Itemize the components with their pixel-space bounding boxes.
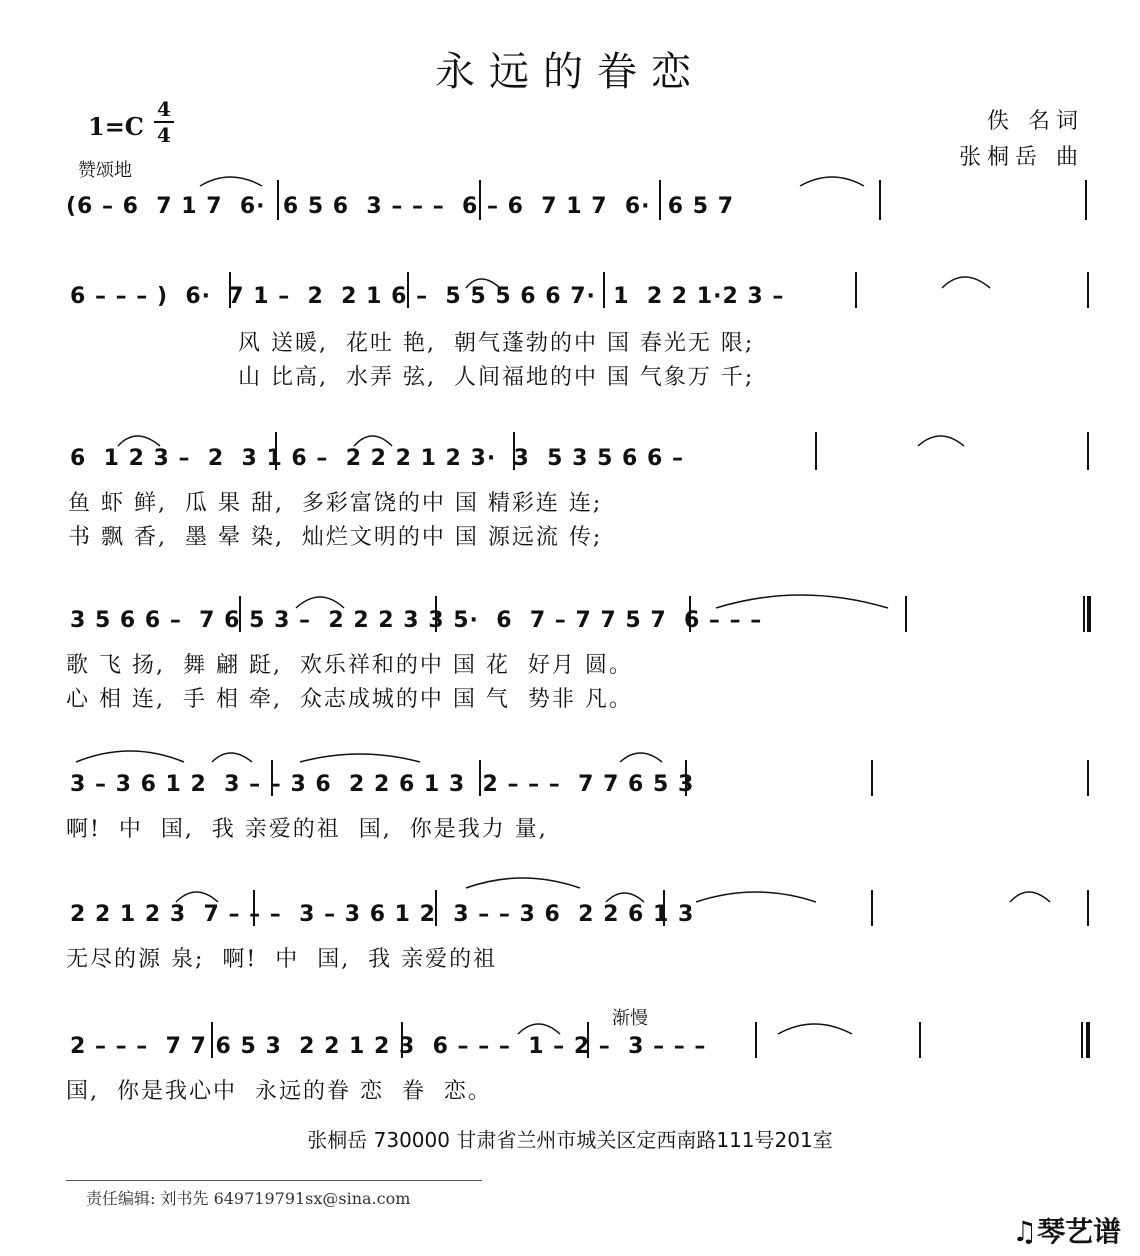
score-row-4: 3 5 6 6 – 7 6 5 3 – 2 2 2 3 3 5· 6 7 – 7 7 5 7 6 – – – [70, 608, 763, 633]
lyrics-row-5: 啊! 中 国, 我 亲爱的祖 国, 你是我力 量, [66, 817, 548, 842]
lyricist-credit: 佚 名词 [987, 109, 1084, 134]
tempo-marking: 赞颂地 [78, 160, 132, 181]
composer-address: 张桐岳 730000 甘肃省兰州市城关区定西南路111号201室 [307, 1128, 833, 1152]
composer-credit: 张桐岳 曲 [959, 145, 1084, 170]
footer-divider [66, 1180, 482, 1181]
logo-text: 琴艺谱 [1037, 1215, 1122, 1248]
lyrics-row-3-verse-1: 鱼 虾 鲜, 瓜 果 甜, 多彩富饶的中 国 精彩连 连; [68, 491, 603, 516]
lyrics-row-2-verse-1: 风 送暖, 花吐 艳, 朝气蓬勃的中 国 春光无 限; [238, 331, 755, 356]
lyrics-row-2-verse-2: 山 比高, 水弄 弦, 人间福地的中 国 气象万 千; [238, 365, 755, 390]
score-row-2: 6 – – – ) 6· 7 1 – 2 2 1 6 – 5 5 5 6 6 7· 1 2 2 1·2 3 – [70, 284, 785, 309]
lyrics-row-3-verse-2: 书 飘 香, 墨 晕 染, 灿烂文明的中 国 源远流 传; [68, 525, 603, 550]
score-row-6: 2 2 1 2 3 7 – – – 3 – 3 6 1 2 3 – – 3 6 2 2 6 1 3 [70, 902, 695, 927]
lyrics-row-4-verse-2: 心 相 连, 手 相 牵, 众志成城的中 国 气 势非 凡。 [66, 687, 633, 712]
key-signature: 1=C [88, 112, 144, 141]
editor-credit: 责任编辑: 刘书先 649719791sx@sina.com [86, 1189, 411, 1208]
logo-icon: ♫ [1012, 1215, 1038, 1248]
time-sig-bottom: 4 [157, 123, 171, 147]
site-logo [1012, 1210, 1121, 1250]
song-title: 永远的眷恋 [435, 49, 705, 95]
score-row-7: 2 – – – 7 7 6 5 3 2 2 1 2 3 6 – – – 1 – 2 – 3 – – – [70, 1034, 707, 1059]
score-row-3: 6 1 2 3 – 2 3 1 6 – 2 2 2 1 2 3· 3 5 3 5 6 6 – [70, 446, 684, 471]
lyrics-row-6: 无尽的源 泉; 啊! 中 国, 我 亲爱的祖 [66, 947, 498, 972]
time-sig-top: 4 [157, 97, 171, 121]
lyrics-row-4-verse-1: 歌 飞 扬, 舞 翩 跹, 欢乐祥和的中 国 花 好月 圆。 [66, 653, 633, 678]
ritardando-marking: 渐慢 [612, 1008, 648, 1029]
score-row-1: (6 – 6 7 1 7 6· 6 5 6 3 – – – 6 – 6 7 1 7 6· 6 5 7 [66, 194, 735, 219]
score-row-5: 3 – 3 6 1 2 3 – – 3 6 2 2 6 1 3 2 – – – 7 7 6 5 3 [70, 772, 695, 797]
lyrics-row-7: 国, 你是我心中 永远的眷 恋 眷 恋。 [66, 1079, 492, 1104]
